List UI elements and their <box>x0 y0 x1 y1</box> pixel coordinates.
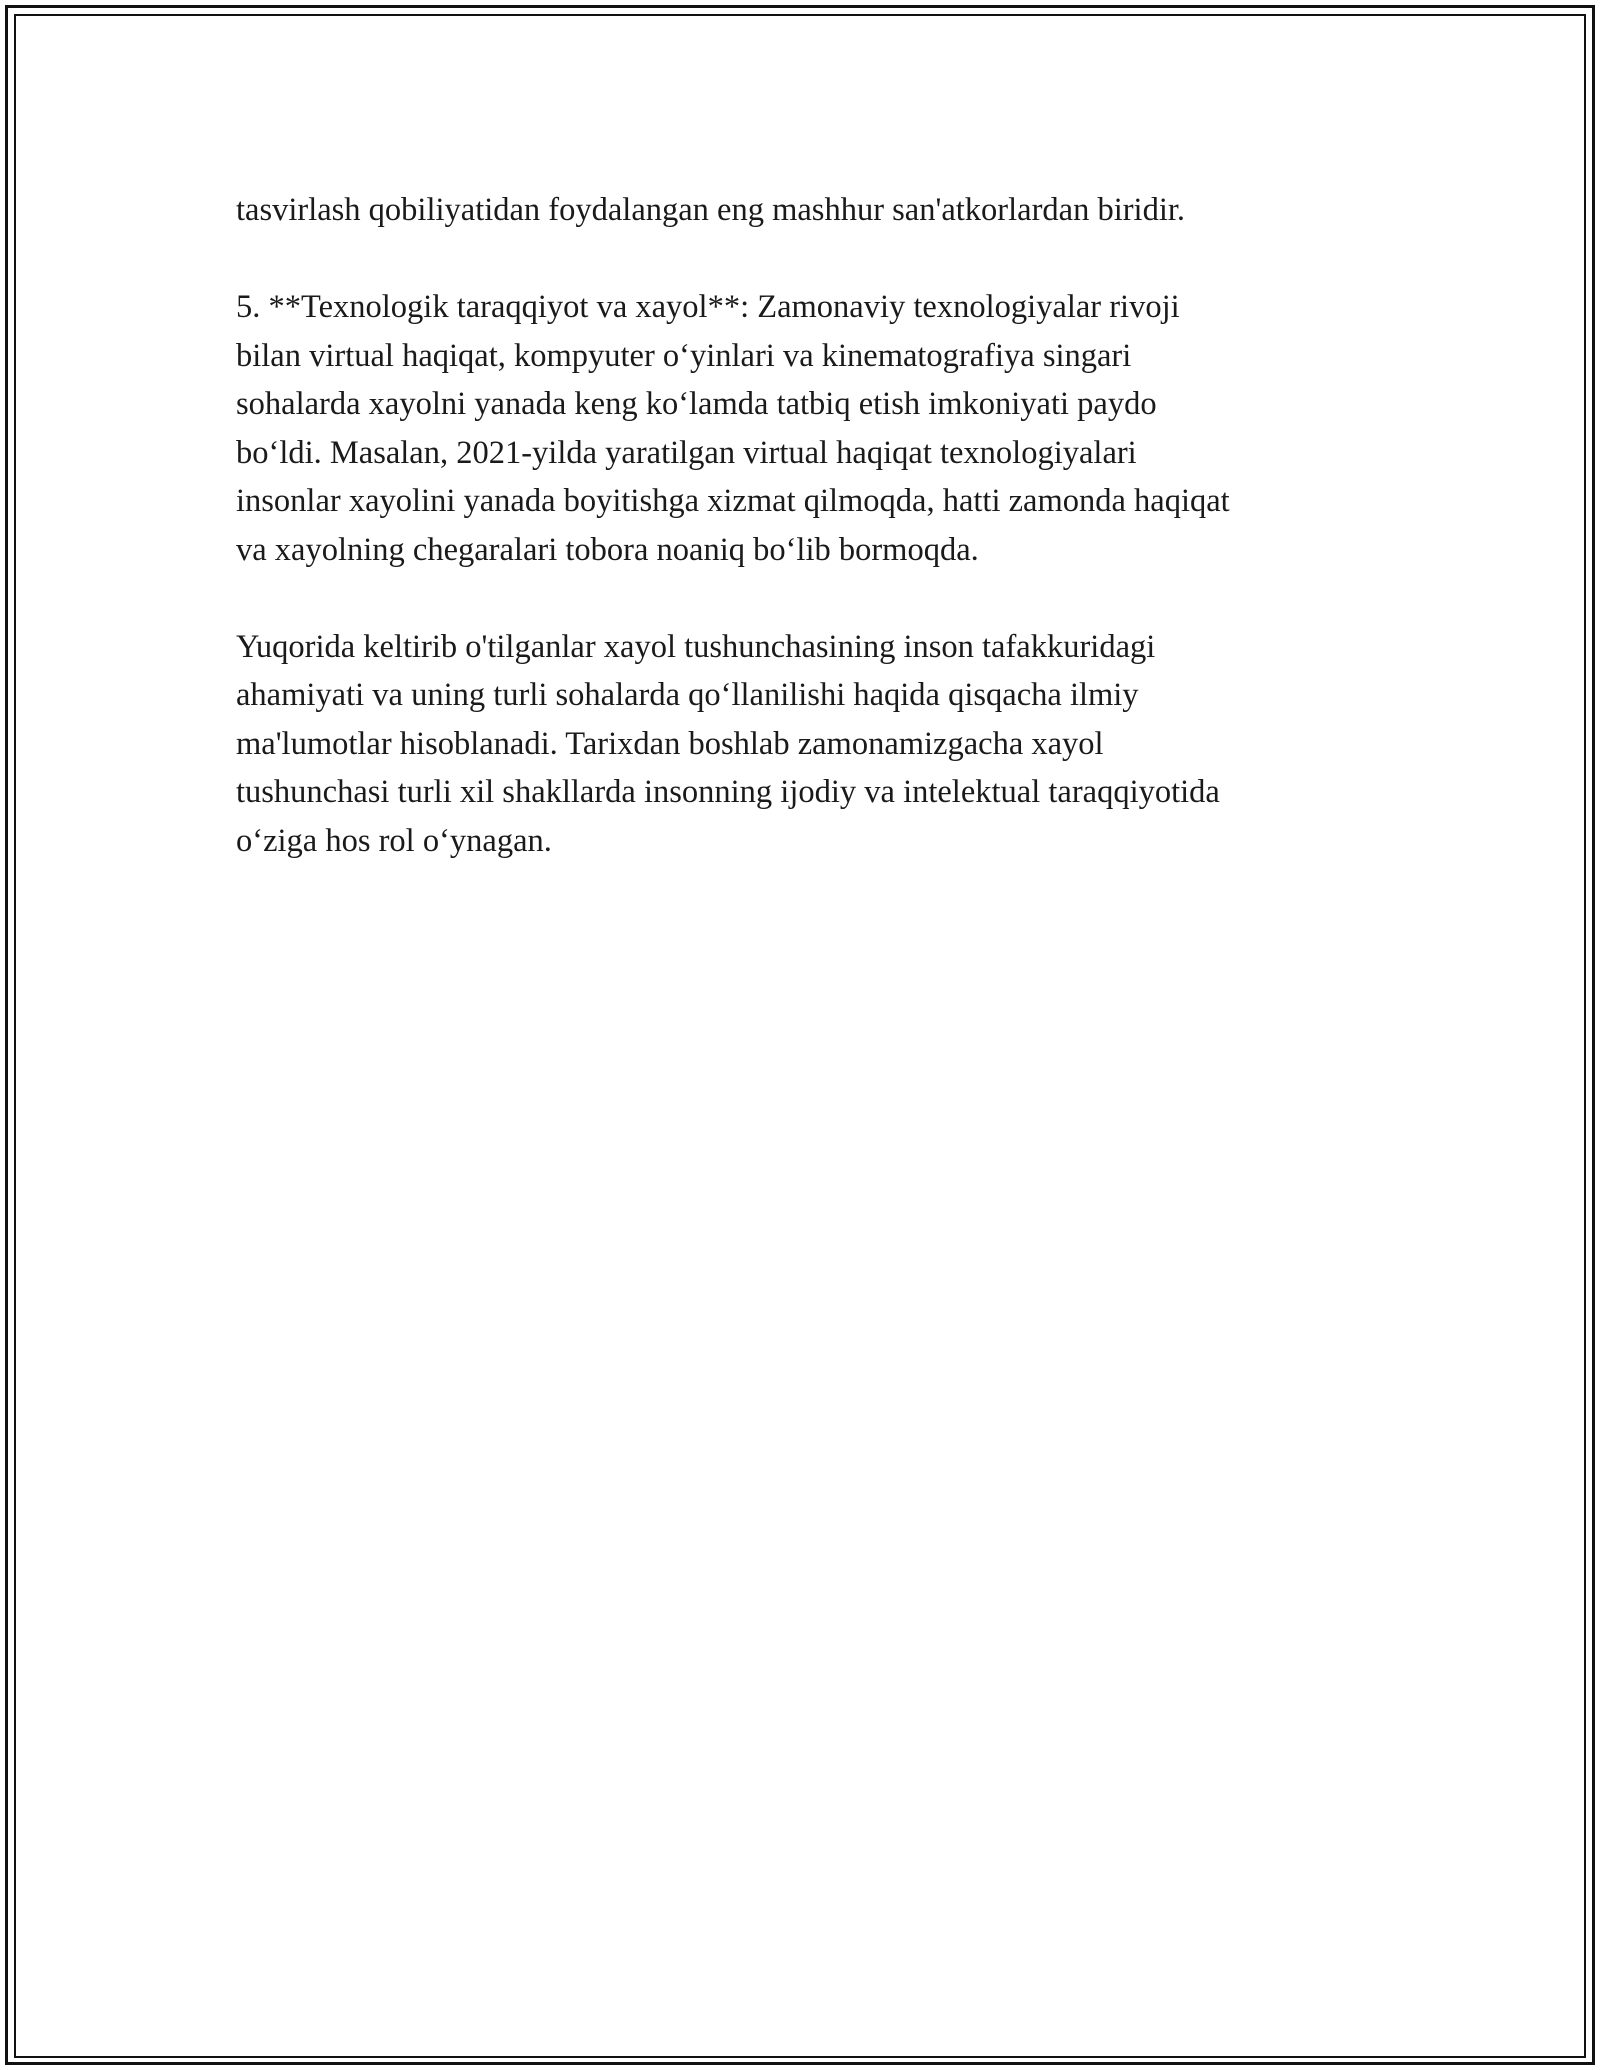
text-line: sohalarda xayolni yanada keng ko‘lamda tatbiq etish imkoniyati paydo <box>236 386 1157 422</box>
paragraph-technology <box>236 283 1366 574</box>
text-line: ahamiyati va uning turli sohalarda qo‘llanilishi haqida qisqacha ilmiy <box>236 677 1139 713</box>
text-line: bo‘ldi. Masalan, 2021-yilda yaratilgan virtual haqiqat texnologiyalari <box>236 434 1137 471</box>
paragraph-spacer <box>236 235 1366 284</box>
text-line: 5. **Texnologik taraqqiyot va xayol**: Zamonaviy texnologiyalar rivoji <box>236 289 1180 325</box>
page-body <box>236 186 1366 865</box>
text-line: tushunchasi turli xil shakllarda insonning ijodiy va intelektual taraqqiyotida <box>236 774 1220 810</box>
paragraph-spacer <box>236 574 1366 623</box>
text-line: tasvirlash qobiliyatidan foydalangan eng mashhur san'atkorlardan biridir. <box>236 192 1186 228</box>
text-line: o‘ziga hos rol o‘ynagan. <box>236 822 552 859</box>
text-line: insonlar xayolini yanada boyitishga xizmat qilmoqda, hatti zamonda haqiqat <box>236 483 1230 519</box>
text-line: bilan virtual haqiqat, kompyuter o‘yinlari va kinematografiya singari <box>236 337 1132 374</box>
text-line: ma'lumotlar hisoblanadi. Tarixdan boshlab zamonamizgacha xayol <box>236 725 1104 762</box>
text-line: va xayolning chegaralari tobora noaniq bo‘lib bormoqda. <box>236 531 979 568</box>
text-line: Yuqorida keltirib o'tilganlar xayol tushunchasining inson tafakkuridagi <box>236 628 1156 665</box>
paragraph-conclusion <box>236 623 1366 866</box>
paragraph-intro-continuation <box>236 186 1366 235</box>
